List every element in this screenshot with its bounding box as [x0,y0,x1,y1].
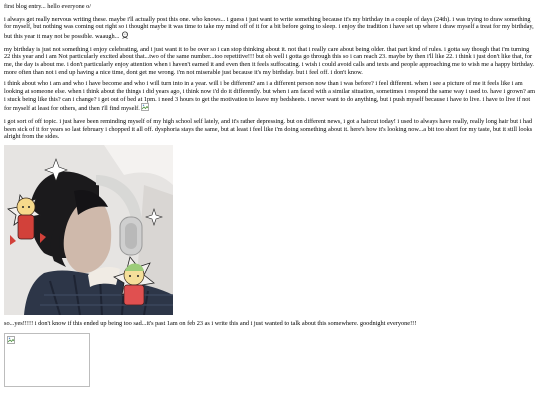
paragraph-birthday: my birthday is just not something i enjoy celebrating, and i just want it to be over so i can stop thinking about it. not that i really care about being older. that part kind of rules. i gotta say though that i'm turning 22 this year and i am Not particularly excited about that...two of the same number...too repetitive!!! but oh well i gotta go through this so i can reach 23. maybe by then i'll like 22. i think i just don't like that, for me, the day is about me. i don't particularly enjoy attention when i haven't earned it and even then it feels suffocating. i wish i could avoid calls and texts and people approaching me to wish me a happy birthday. more often than not i end up having a nice time, dont get me wrong. i'm not miserable just because it's my birthday. but i feel off. i don't know. [4,45,535,76]
broken-image-icon [141,103,149,114]
paragraph-identity [4,80,536,114]
broken-image [4,333,90,387]
paragraph-identity-text: i think about who i am and who i have become and who i will turn into in a year. will i be different? am i a different person now than i was before? i feel different. when i see a picture of me it feels like i am looking at someone else. when i think about the things i did years ago, i think now i'd do it differently. but when i am faced with a similar situation, sometimes i respond the same way i used to. have i grown? am i stuck being like this? can i change? i get out of bed at 1pm. i need 3 hours to get the motivation to leave my bedsheets. i never want to do anything, but i push myself because i have to live. i have to live if not for myself at least for others, and then i'll find myself. [4,80,536,113]
paragraph-goodnight: so...yes!!!!! i don't know if this ended up being too sad...it's past 1am on feb 23 as i write this and i just wanted to talk about this somewhere. goodnight everyone!!! [4,320,417,328]
selfie-photo [4,145,173,315]
post-title: first blog entry... hello everyone o/ [4,3,92,10]
small-drawing-icon [121,31,130,42]
paragraph-intro-text: i always get really nervous writing these. maybe i'll actually post this one. who knows... i guess i just want to write something because it's my birthday in a couple of days (24th). i was trying to draw something for myself, but nothing was coming out right so i thought maybe it was time to take my mind off of it for a bit before going to sleep. i enjoy the tradition i have set up where i draw myself a treat for my birthday, but this year it may not be possible. waaugh... [4,15,534,41]
broken-image-placeholder-icon [7,336,15,347]
paragraph-intro [4,16,536,42]
paragraph-haircut: i got sort of off topic. i just have been reminding myself of my high school self lately, and it's rather depressing. but on different news, i got a haircut today! i used to always have really, really long hair but i had been sick of it for years so last february i chopped it all off. dysphoria stays the same, but at least i feel like i'm doing something about it. here's how it's looking now...a bit too short for my taste, but it still looks alright from the sides. [4,118,533,141]
